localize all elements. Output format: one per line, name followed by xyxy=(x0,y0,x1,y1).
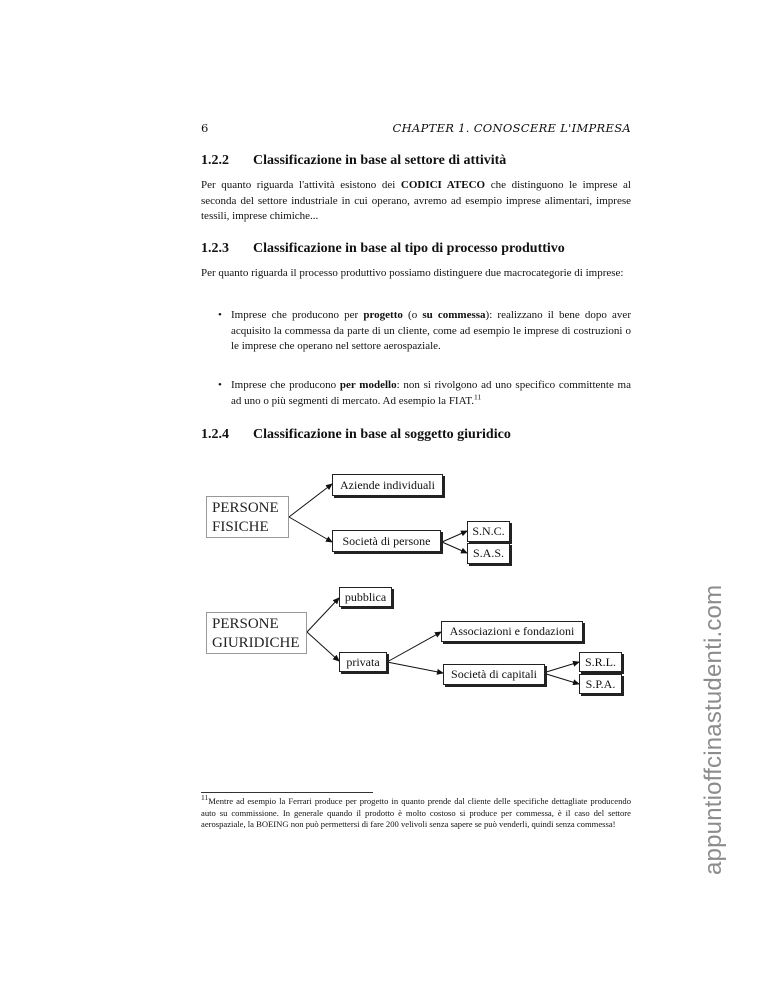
node-societa-di-persone: Società di persone xyxy=(332,530,441,552)
running-head: CHAPTER 1. CONOSCERE L'IMPRESA xyxy=(392,121,631,135)
node-snc: S.N.C. xyxy=(467,521,510,542)
section-title: Classificazione in base al soggetto giuridico xyxy=(253,427,511,442)
paragraph-ateco: Per quanto riguarda l'attività esistono dei CODICI ATECO che distinguono le imprese al seconda del settore industriale in cui operano, avremo ad esempio imprese alimentari, imprese tessili, imprese chimiche... xyxy=(201,179,631,222)
list-item-modello: • Imprese che producono per modello: non si rivolgono ad uno specifico committente ma ad uno o più segmenti di mercato. Ad esempio la FIAT.$^{11}$ xyxy=(218,379,631,407)
section-number: 1.2.3 xyxy=(201,241,229,256)
arrow-persone-snc xyxy=(442,531,467,542)
footnote xyxy=(201,793,631,831)
section-title: Classificazione in base al tipo di processo produttivo xyxy=(253,241,565,256)
node-aziende-individuali: Aziende individuali xyxy=(332,474,443,496)
section-number: 1.2.4 xyxy=(201,427,229,442)
footnote-ref: 11 xyxy=(473,391,482,401)
section-number: 1.2.2 xyxy=(201,153,229,168)
footnote-rule xyxy=(201,792,373,793)
node-persone-giuridiche: PERSONE GIURIDICHE xyxy=(206,612,307,654)
arrow-giuridiche-privata xyxy=(307,632,339,661)
node-societa-di-capitali: Società di capitali xyxy=(443,664,545,685)
footnote-mark: 11 xyxy=(201,793,209,803)
paragraph-processo: Per quanto riguarda il processo produttivo possiamo distinguere due macrocategorie di imprese: xyxy=(201,267,624,279)
bullet-icon: • xyxy=(218,379,222,391)
page-number: 6 xyxy=(201,121,209,135)
footnote-text: Mentre ad esempio la Ferrari produce per progetto in quanto prende dal cliente delle specifiche dettagliate producendo auto su commissione. In generale quando il prodotto è molto costoso si produce per commessa, è il caso del settore aerospaziale, la BOEING non può permettersi di fare 200 velivoli senza sapere se può venderli, quindi senza commessa! xyxy=(201,796,631,830)
node-spa: S.P.A. xyxy=(579,674,622,694)
node-associazioni-fondazioni: Associazioni e fondazioni xyxy=(441,621,583,642)
bold-term: CODICI ATECO xyxy=(400,179,486,191)
arrow-privata-capitali xyxy=(387,662,443,673)
node-sas: S.A.S. xyxy=(467,543,510,564)
watermark-text: appuntioffcinastudenti.com xyxy=(700,584,727,875)
arrow-fisiche-societa-persone xyxy=(289,517,332,542)
arrow-capitali-spa xyxy=(543,673,579,684)
node-privata: privata xyxy=(339,652,387,672)
arrow-privata-associazioni xyxy=(387,632,441,662)
node-srl: S.R.L. xyxy=(579,652,622,672)
arrow-giuridiche-pubblica xyxy=(307,598,339,632)
list-item-progetto: • Imprese che producono per progetto (o su commessa): realizzano il bene dopo aver acquisito la commessa da parte di un cliente, come ad esempio le imprese di costruzioni o le imprese che operano nel settore aerospaziale. xyxy=(218,309,631,352)
section-title: Classificazione in base al settore di attività xyxy=(253,153,507,168)
arrow-capitali-srl xyxy=(543,662,579,673)
arrow-persone-sas xyxy=(442,542,467,553)
node-persone-fisiche: PERSONE FISICHE xyxy=(206,496,289,538)
bullet-icon: • xyxy=(218,309,222,321)
node-pubblica: pubblica xyxy=(339,587,392,607)
arrow-fisiche-aziende xyxy=(289,484,332,517)
